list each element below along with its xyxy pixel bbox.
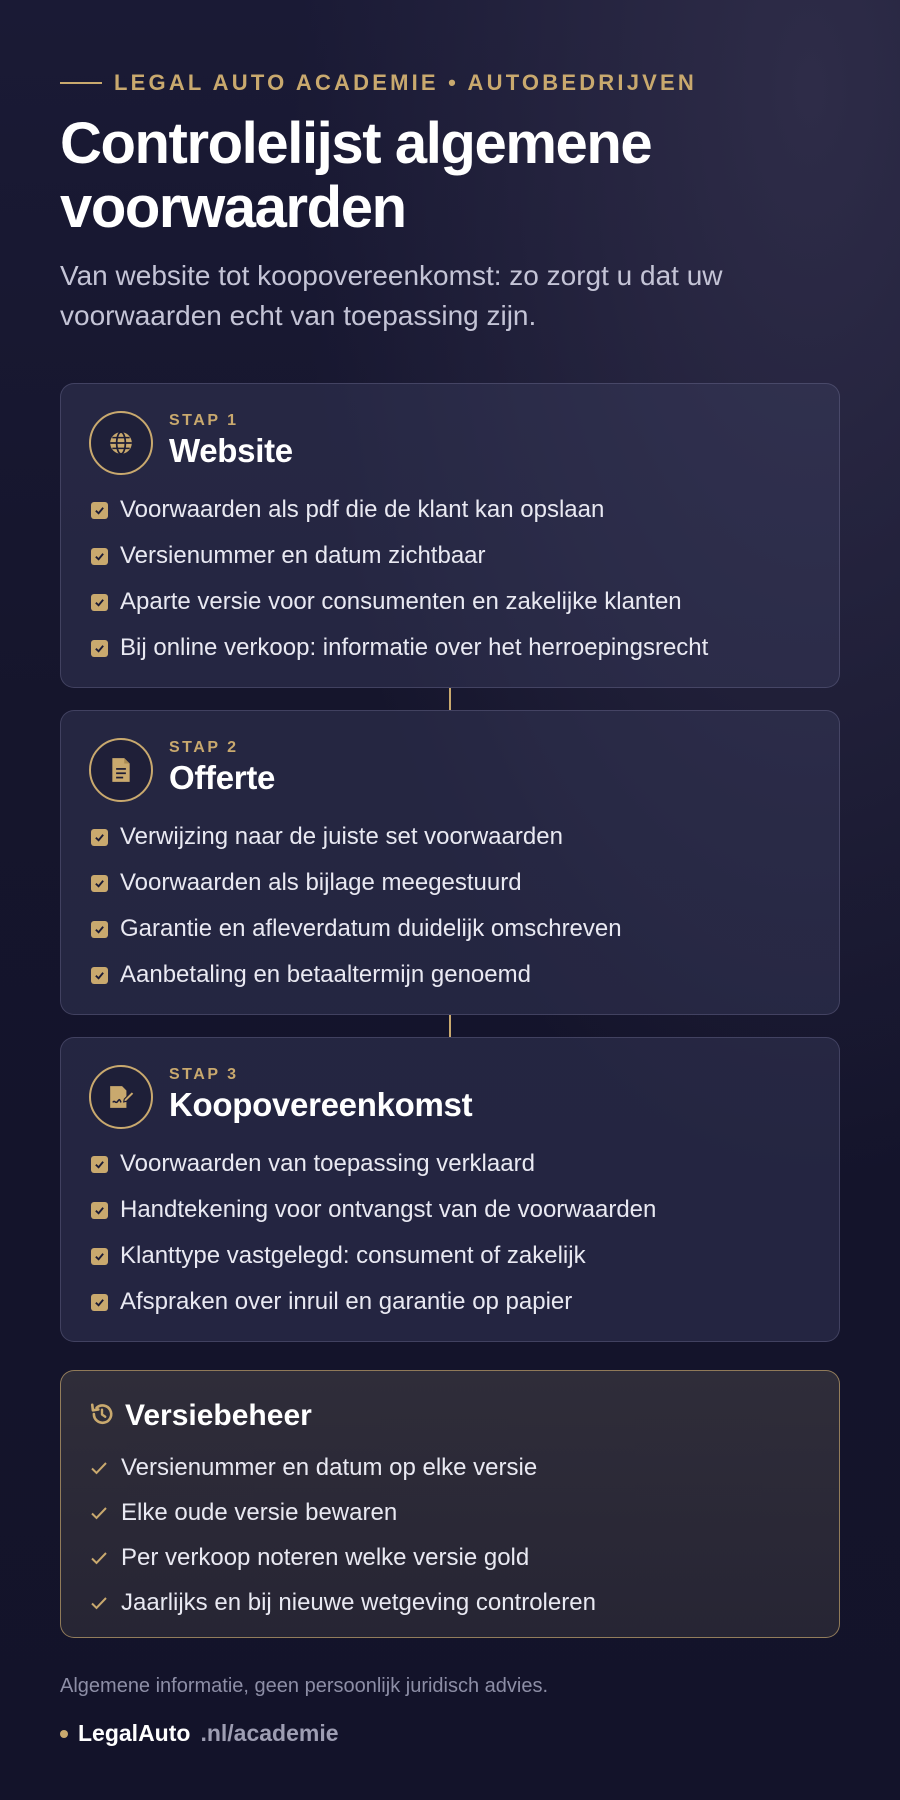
version-card xyxy=(60,1370,840,1638)
checklist-item xyxy=(91,625,708,671)
history-icon xyxy=(89,1401,115,1432)
version-item xyxy=(89,1535,596,1580)
checklist-item-text: Voorwaarden van toepassing verklaard xyxy=(120,1150,535,1177)
checklist-item xyxy=(91,1187,656,1233)
step-card-offerte xyxy=(60,710,840,1015)
checklist-item xyxy=(91,814,622,860)
checklist-item-text: Voorwaarden als bijlage meegestuurd xyxy=(120,869,522,896)
signed-document-icon xyxy=(89,1065,153,1129)
checklist xyxy=(91,814,622,998)
checkbox-checked-icon xyxy=(91,921,108,938)
checkbox-checked-icon xyxy=(91,640,108,657)
checklist-item-text: Aparte versie voor consumenten en zakelijke klanten xyxy=(120,588,682,615)
version-checklist xyxy=(89,1445,596,1625)
checkmark-icon xyxy=(89,1596,109,1610)
page-title: Controlelijst algemene voorwaarden xyxy=(60,111,652,240)
checkbox-checked-icon xyxy=(91,1156,108,1173)
checkbox-checked-icon xyxy=(91,1202,108,1219)
checklist-item-text: Voorwaarden als pdf die de klant kan opslaan xyxy=(120,496,605,523)
checklist-item xyxy=(91,487,708,533)
checklist-item-text: Handtekening voor ontvangst van de voorwaarden xyxy=(120,1196,657,1223)
checkbox-checked-icon xyxy=(91,502,108,519)
checkmark-icon xyxy=(89,1461,109,1475)
step-title: Koopovereenkomst xyxy=(169,1086,473,1123)
step-connector xyxy=(449,688,451,710)
globe-icon xyxy=(89,411,153,475)
brand[interactable] xyxy=(60,1720,339,1747)
checklist-item xyxy=(91,579,708,625)
checklist-item xyxy=(91,533,708,579)
brand-dot-icon xyxy=(60,1730,68,1738)
step-card-koopovereenkomst xyxy=(60,1037,840,1342)
brand-name: LegalAuto xyxy=(78,1720,191,1746)
eyebrow-line xyxy=(60,82,102,84)
checklist-item-text: Verwijzing naar de juiste set voorwaarden xyxy=(120,823,563,850)
checkbox-checked-icon xyxy=(91,548,108,565)
checkmark-icon xyxy=(89,1551,109,1565)
checklist-item-text: Klanttype vastgelegd: consument of zakelijk xyxy=(120,1242,586,1269)
step-title: Website xyxy=(169,432,293,469)
step-connector xyxy=(449,1015,451,1037)
step-label: STAP 1 xyxy=(169,412,239,429)
step-card-website xyxy=(60,383,840,688)
version-item-text: Jaarlijks en bij nieuwe wetgeving controleren xyxy=(121,1588,596,1616)
disclaimer: Algemene informatie, geen persoonlijk juridisch advies. xyxy=(60,1675,549,1697)
checklist xyxy=(91,1141,656,1325)
checklist-item-text: Garantie en afleverdatum duidelijk omschreven xyxy=(120,915,622,942)
checkbox-checked-icon xyxy=(91,1294,108,1311)
checklist-item-text: Bij online verkoop: informatie over het herroepingsrecht xyxy=(120,634,709,661)
checklist-item xyxy=(91,1141,656,1187)
version-item-text: Elke oude versie bewaren xyxy=(121,1498,398,1526)
version-item-text: Versienummer en datum op elke versie xyxy=(121,1453,538,1481)
checklist-item-text: Aanbetaling en betaaltermijn genoemd xyxy=(120,961,531,988)
document-icon xyxy=(89,738,153,802)
eyebrow xyxy=(60,70,697,96)
page-subtitle: Van website tot koopovereenkomst: zo zorgt u dat uw voorwaarden echt van toepassing zijn. xyxy=(60,260,723,331)
version-item-text: Per verkoop noteren welke versie gold xyxy=(121,1543,530,1571)
checklist-item xyxy=(91,906,622,952)
version-header xyxy=(89,1399,312,1433)
brand-domain: .nl/academie xyxy=(200,1720,339,1746)
checkbox-checked-icon xyxy=(91,1248,108,1265)
checklist-item xyxy=(91,952,622,998)
checklist-item xyxy=(91,1279,656,1325)
version-title: Versiebeheer xyxy=(125,1399,312,1432)
checklist-item-text: Afspraken over inruil en garantie op papier xyxy=(120,1288,573,1315)
step-title: Offerte xyxy=(169,759,276,796)
checkmark-icon xyxy=(89,1506,109,1520)
step-label: STAP 2 xyxy=(169,739,239,756)
version-item xyxy=(89,1445,596,1490)
checkbox-checked-icon xyxy=(91,967,108,984)
checkbox-checked-icon xyxy=(91,875,108,892)
checklist-item-text: Versienummer en datum zichtbaar xyxy=(120,542,486,569)
checklist-item xyxy=(91,1233,656,1279)
checklist-item xyxy=(91,860,622,906)
checklist xyxy=(91,487,708,671)
eyebrow-text: LEGAL AUTO ACADEMIE • AUTOBEDRIJVEN xyxy=(114,70,697,95)
checkbox-checked-icon xyxy=(91,829,108,846)
step-label: STAP 3 xyxy=(169,1066,239,1083)
version-item xyxy=(89,1490,596,1535)
checkbox-checked-icon xyxy=(91,594,108,611)
version-item xyxy=(89,1580,596,1625)
